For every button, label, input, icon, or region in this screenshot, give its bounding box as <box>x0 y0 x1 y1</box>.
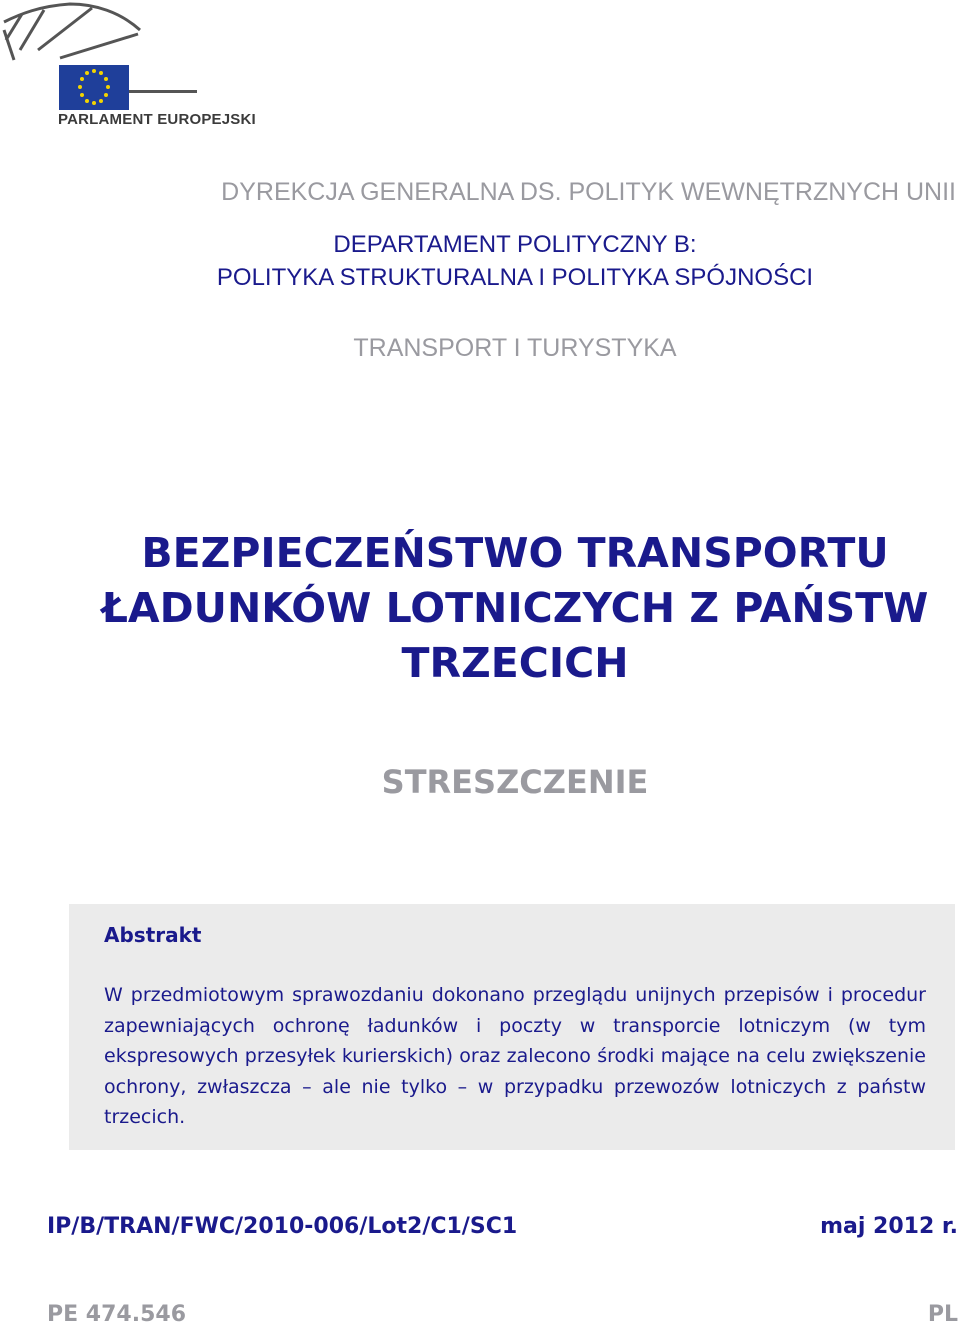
reference-number: IP/B/TRAN/FWC/2010-006/Lot2/C1/SC1 <box>47 1214 518 1239</box>
document-title <box>0 526 960 691</box>
pe-number: PE 474.546 <box>47 1302 187 1327</box>
title-line-2: ŁADUNKÓW LOTNICZYCH Z PAŃSTW <box>101 584 929 632</box>
policy-area: TRANSPORT I TURYSTYKA <box>353 334 677 362</box>
document-subtitle: STRESZCZENIE <box>381 763 649 801</box>
language-code: PL <box>927 1302 958 1327</box>
abstract-text: W przedmiotowym sprawozdaniu dokonano przeglądu unijnych przepisów i procedur zapewniających ochronę ładunków i poczty w transporcie lotniczym (w tym ekspresowych przesyłek kurierskich) oraz zalecono środki mające na celu zwiększenie ochrony, zwłaszcza – ale nie tylko – w przypadku przewozów lotniczych z państw trzecich. <box>104 984 926 1128</box>
logo-caption: PARLAMENT EUROPEJSKI <box>58 111 256 128</box>
directorate-heading: DYREKCJA GENERALNA DS. POLITYK WEWNĘTRZNYCH UNII <box>221 178 956 206</box>
publication-date: maj 2012 r. <box>820 1214 958 1239</box>
abstract-heading: Abstrakt <box>104 923 202 947</box>
department-line-1: DEPARTAMENT POLITYCZNY B: <box>333 231 697 258</box>
title-line-3: TRZECICH <box>401 639 629 687</box>
department-line-2: POLITYKA STRUKTURALNA I POLITYKA SPÓJNOŚCI <box>216 264 814 291</box>
department-heading <box>0 228 960 294</box>
eu-flag-icon <box>59 65 129 110</box>
title-line-1: BEZPIECZEŃSTWO TRANSPORTU <box>141 529 889 577</box>
